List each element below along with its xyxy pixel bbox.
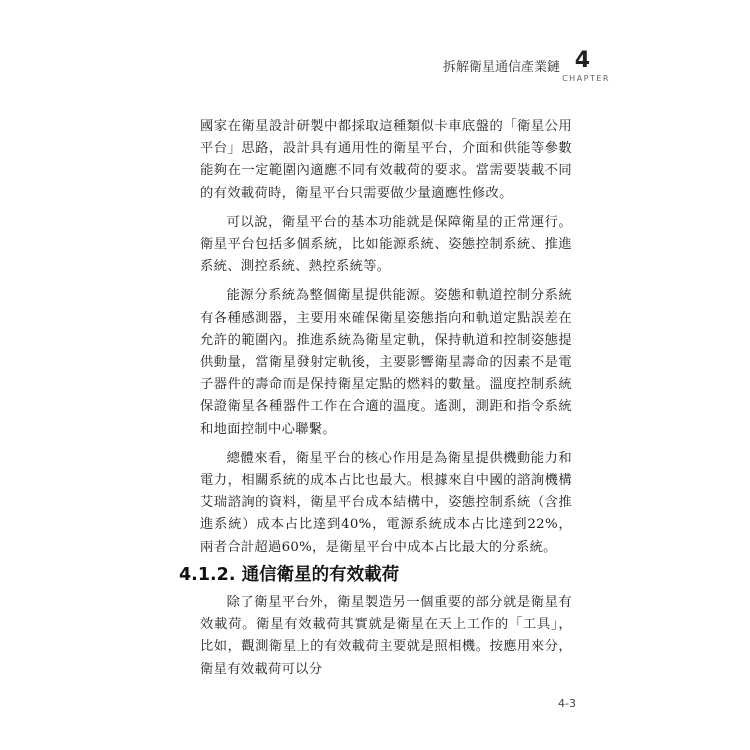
body-text bbox=[200, 116, 572, 566]
paragraph: 國家在衛星設計研製中都採取這種類似卡車底盤的「衛星公用平台」思路，設計具有通用性的衛星平台，介面和供能等參數能夠在一定範圍內適應不同有效載荷的要求。當需要裝載不同的有效載荷時，衛星平台只需要做少量適應性修改。 bbox=[200, 119, 572, 201]
chapter-label: CHAPTER bbox=[562, 74, 610, 83]
page-number: 4-3 bbox=[558, 697, 576, 710]
paragraph: 總體來看，衛星平台的核心作用是為衛星提供機動能力和電力，相關系統的成本占比也最大。根據來自中國的諮詢機構艾瑞諮詢的資料，衛星平台成本結構中，姿態控制系統（含推進系統）成本占比達到40%，電源系統成本占比達到22%，兩者合計超過60%，是衛星平台中成本占比最大的分系統。 bbox=[200, 450, 572, 555]
chapter-title: 拆解衛星通信產業鏈 bbox=[442, 60, 560, 75]
paragraph: 可以說，衛星平台的基本功能就是保障衛星的正常運行。衛星平台包括多個系統，比如能源系統、姿態控制系統、推進系統、測控系統、熱控系統等。 bbox=[200, 214, 572, 275]
chapter-number: 4 bbox=[574, 48, 590, 73]
paragraph: 能源分系統為整個衛星提供能源。姿態和軌道控制分系統有各種感測器，主要用來確保衛星姿態指向和軌道定點誤差在允許的範圍內。推進系統為衛星定軌，保持軌道和控制姿態提供動量，當衛星發射定軌後，主要影響衛星壽命的因素不是電子器件的壽命而是保持衛星定點的燃料的數量。溫度控制系統保證衛星各種器件工作在合適的溫度。遙測，測距和指令系統和地面控制中心聯繫。 bbox=[200, 288, 572, 437]
paragraph: 除了衛星平台外，衛星製造另一個重要的部分就是衛星有效載荷。衛星有效載荷其實就是衛星在天上工作的「工具」，比如，觀測衛星上的有效載荷主要就是照相機。按應用來分，衛星有效載荷可以分 bbox=[200, 595, 572, 677]
section-heading: 4.1.2. 通信衛星的有效載荷 bbox=[179, 565, 400, 585]
section-body bbox=[200, 592, 572, 688]
